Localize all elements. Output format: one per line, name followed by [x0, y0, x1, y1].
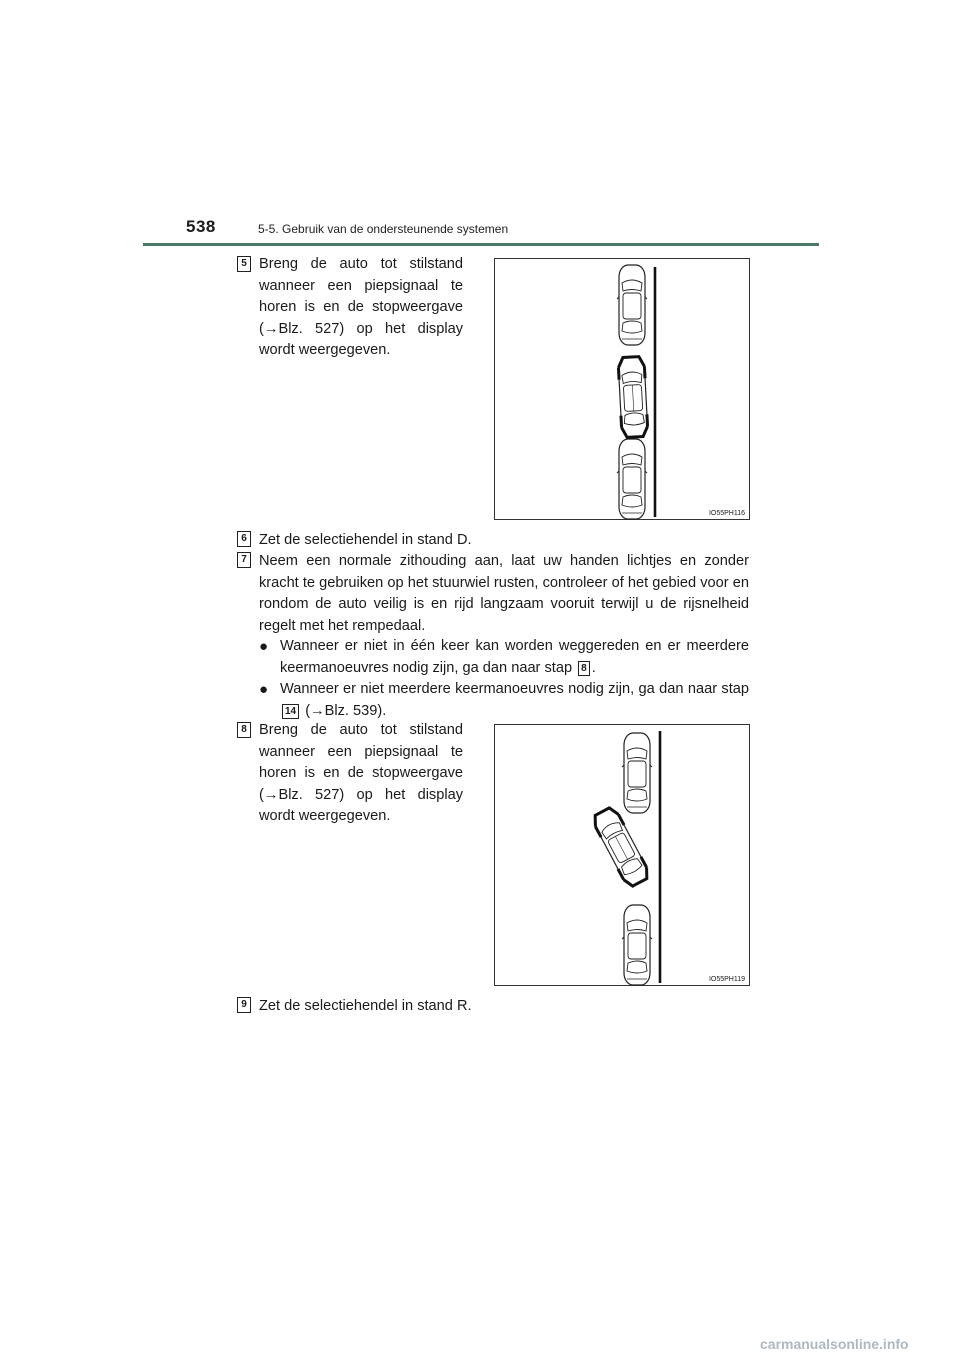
bullet-2-text: Wanneer er niet meerdere keermanoeuvres nodig zijn, ga dan naar stap [280, 681, 749, 697]
step-9-text: Zet de selectiehendel in stand R. [259, 998, 472, 1014]
own-car [591, 806, 652, 889]
step-5-badge: 5 [237, 256, 251, 272]
figure-code: IO55PH119 [708, 976, 745, 983]
bullet-item-multiple-maneuvers [259, 636, 749, 679]
step-ref-14: 14 [282, 704, 299, 719]
page-header [143, 213, 819, 247]
figure-parking-step-8 [494, 724, 750, 986]
bullet-icon: ● [259, 681, 269, 698]
parking-diagram-2 [495, 725, 751, 987]
bullet-item-single-maneuver [259, 679, 749, 722]
step-ref-8: 8 [578, 661, 590, 676]
parked-car-front [617, 265, 647, 345]
header-divider [143, 243, 819, 246]
page-number: 538 [186, 217, 216, 236]
step-9-badge: 9 [237, 997, 251, 1013]
step-8-badge: 8 [237, 722, 251, 738]
step-6-text: Zet de selectiehendel in stand D. [259, 532, 472, 548]
own-car [618, 356, 648, 437]
step-7-text: Neem een normale zithouding aan, laat uw handen lichtjes en zonder kracht te gebruiken op het stuurwiel rusten, controleer of het gebied voor en rondom de auto veilig is en rijd langzaam vooruit terwijl u de rijsnelheid regelt met het rempedaal. [259, 553, 749, 634]
bullet-icon: ● [259, 638, 269, 655]
parked-car-rear [617, 439, 647, 519]
figure-parking-step-5 [494, 258, 750, 520]
watermark-logo: carmanualsonline.info [760, 1336, 909, 1352]
bullet-2-end: (→Blz. 539). [305, 702, 387, 719]
bullet-1-text: Wanneer er niet in één keer kan worden weggereden en er meerdere keermanoeuvres nodig zijn, ga dan naar stap [280, 638, 749, 676]
step-6-badge: 6 [237, 531, 251, 547]
bullet-1-end: . [591, 659, 596, 676]
figure-code: IO55PH116 [708, 510, 745, 517]
parked-car-rear [622, 905, 652, 985]
section-title: 5-5. Gebruik van de ondersteunende systemen [258, 222, 509, 236]
step-5-text: Breng de auto tot stilstand wanneer een piepsignaal te horen is en de stopweergave (→Blz. 527) op het display wordt weergegeven. [259, 256, 463, 358]
step-7-badge: 7 [237, 552, 251, 568]
step-8-text: Breng de auto tot stilstand wanneer een piepsignaal te horen is en de stopweergave (→Blz. 527) op het display wordt weergegeven. [259, 722, 463, 824]
parking-diagram-1 [495, 259, 751, 521]
parked-car-front [622, 733, 652, 813]
